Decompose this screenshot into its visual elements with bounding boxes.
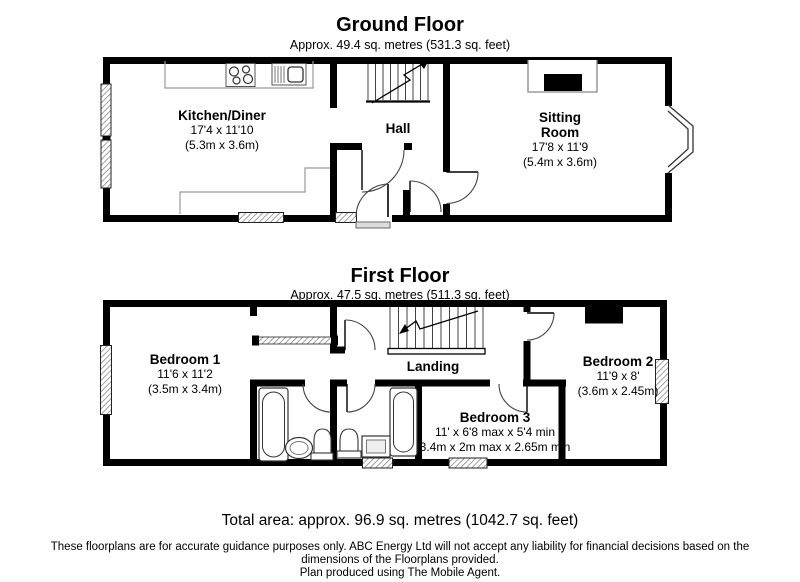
room-label-landing: Landing [406, 359, 460, 374]
toilet-icon [311, 429, 333, 460]
room-label-bedroom2 [518, 354, 718, 398]
disclaimer [0, 541, 800, 580]
chimney-breast [585, 307, 623, 324]
disclaimer-line-3: Plan produced using The Mobile Agent. [299, 567, 501, 579]
wardrobe-icon [252, 336, 338, 346]
room-label-kitchen [122, 108, 322, 152]
sink-icon [362, 436, 390, 457]
total-area-text: Total area: approx. 96.9 sq. metres (1042.7 sq. feet) [221, 512, 579, 529]
window-icon [336, 213, 357, 223]
room-dims-ft: 17'8 x 11'9 [531, 140, 589, 154]
room-dims-m: (5.4m x 3.6m) [522, 154, 597, 169]
first-floor-title: First Floor [350, 265, 450, 287]
ground-floor-area: Approx. 49.4 sq. metres (531.3 sq. feet) [289, 38, 511, 52]
room-dims-ft: 11'6 x 11'2 [157, 367, 213, 381]
room-dims-m: 3.4m x 2m max x 2.65m min [419, 439, 571, 454]
room-dims-m: (3.6m x 2.45m) [577, 383, 659, 398]
room-name: Bedroom 2 [582, 354, 654, 369]
bathroom2-fixtures [337, 388, 417, 458]
stairs-icon [388, 307, 485, 354]
room-name: Kitchen/Diner [178, 108, 266, 123]
stairs-icon [366, 60, 430, 103]
door-icon [362, 150, 404, 192]
room-dims-m: (5.3m x 3.6m) [184, 137, 259, 152]
bath-icon [390, 388, 417, 456]
window-icon [363, 458, 393, 468]
sink-icon [272, 64, 306, 86]
room-name: Bedroom 1 [149, 352, 221, 367]
ground-floor-title: Ground Floor [336, 14, 464, 36]
room-label-bedroom3 [415, 410, 575, 454]
door-icon [527, 313, 554, 340]
bathroom1-fixtures [259, 388, 333, 461]
door-icon [345, 320, 375, 350]
door-icon [303, 384, 331, 412]
first-floor-area: Approx. 47.5 sq. metres (511.3 sq. feet) [290, 288, 510, 302]
front-door-icon [356, 184, 388, 217]
gf-windows [101, 84, 357, 223]
door-icon [347, 384, 375, 412]
disclaimer-line-2: dimensions of the Floorplans provided. [301, 554, 499, 566]
door-icon [447, 172, 479, 204]
room-name: Bedroom 3 [459, 410, 531, 425]
room-label-bedroom1 [85, 352, 285, 396]
hob-icon [226, 64, 255, 87]
door-threshold [356, 222, 390, 228]
room-label-sitting-room [505, 110, 615, 169]
window-icon [449, 458, 487, 468]
window-icon [239, 213, 284, 223]
room-dims-ft: 17'4 x 11'10 [190, 123, 254, 137]
room-name: Sitting Room [539, 110, 581, 140]
room-label-hall: Hall [385, 121, 411, 136]
room-dims-m: (3.5m x 3.4m) [147, 381, 222, 396]
gf-doors [356, 150, 478, 217]
window-icon [101, 140, 111, 188]
bath-icon [259, 388, 288, 461]
toilet-icon [337, 429, 361, 458]
sink-icon [286, 438, 313, 459]
fireplace-icon [528, 60, 597, 92]
door-icon [410, 181, 441, 212]
window-icon [101, 84, 111, 136]
room-dims-ft: 11' x 6'8 max x 5'4 min [434, 425, 556, 439]
room-dims-ft: 11'9 x 8' [596, 369, 640, 383]
disclaimer-line-1: These floorplans are for accurate guidance purposes only. ABC Energy Ltd will not accept any liability for financial decisions based on the [50, 541, 750, 553]
